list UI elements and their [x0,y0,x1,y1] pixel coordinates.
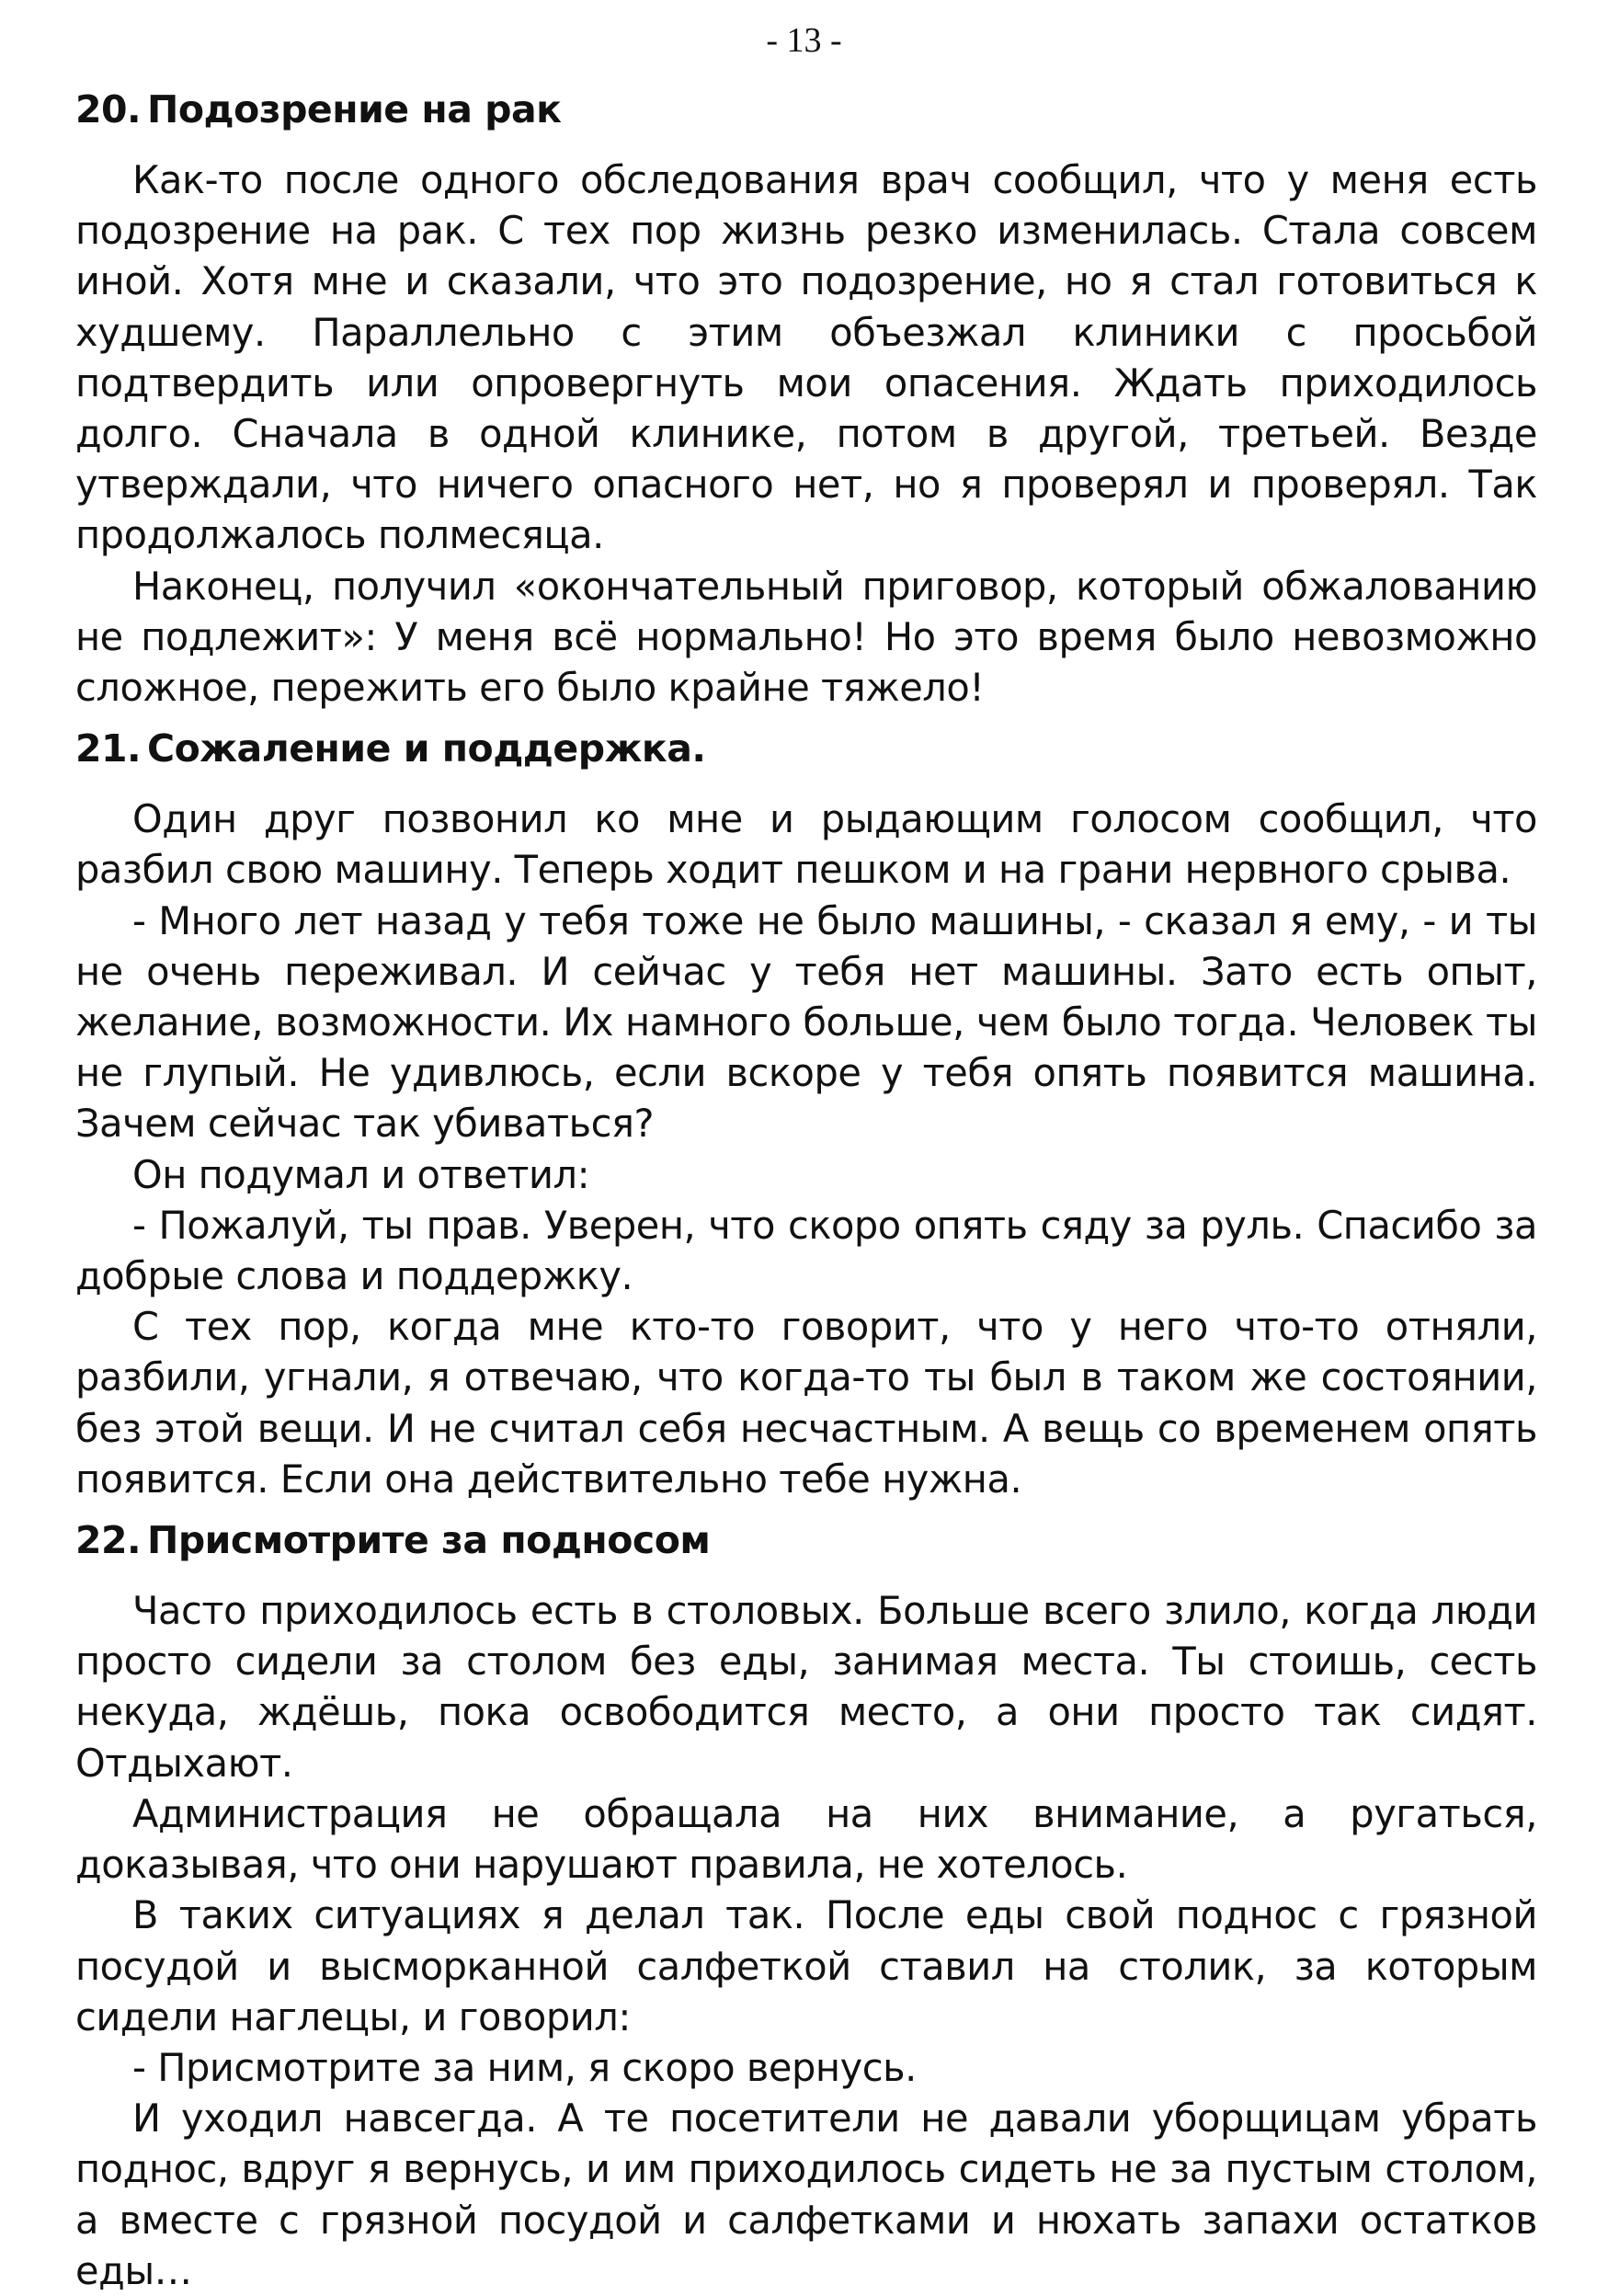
section-21 [75,724,1537,1504]
paragraph: - Пожалуй, ты прав. Уверен, что скоро опять сяду за руль. Спасибо за добрые слова и поддержку. [75,1202,1537,1299]
section-heading [75,724,1537,773]
paragraph: Как-то после одного обследования врач сообщил, что у меня есть подозрение на рак. С тех пор жизнь резко изменилась. Стала совсем иной. Хотя мне и сказали, что это подозрение, но я стал готовиться к худшему. Параллельно с этим объезжал клиники с просьбой подтвердить или опровергнуть мои опасения. Ждать приходилось долго. Сначала в одной клинике, потом в другой, третьей. Везде утверждали, что ничего опасного нет, но я проверял и проверял. Так продолжалось полмесяца. [75,157,1537,558]
section-number: 21. [75,726,142,771]
paragraph: Он подумал и ответил: [132,1151,590,1197]
paragraph: И уходил навсегда. А те посетители не давали уборщицам убрать поднос, вдруг я вернусь, и им приходилось сидеть не за пустым столом, а вместе с грязной посудой и салфетками и нюхать запахи остатков еды… [75,2096,1537,2293]
section-spacer [75,713,1537,724]
section-number: 20. [75,87,142,131]
paragraph: - Много лет назад у тебя тоже не было машины, - сказал я ему, - и ты не очень переживал. И сейчас у тебя нет машины. Зато есть опыт, желание, возможности. Их намного больше, чем было тогда. Человек ты не глупый. Не удивлюсь, если вскоре у тебя опять появится машина. Зачем сейчас так убиваться? [75,897,1537,1147]
page-content [75,85,1537,2296]
paragraph: Часто приходилось есть в столовых. Больше всего злило, когда люди просто сидели за столом без еды, занимая места. Ты стоишь, сесть некуда, ждёшь, пока освободится место, а они просто так сидят. Отдыхают. [75,1588,1537,1786]
section-title: Подозрение на рак [147,87,562,131]
section-heading [75,85,1537,134]
paragraph: Один друг позвонил ко мне и рыдающим голосом сообщил, что разбил свою машину. Теперь ходит пешком и на грани нервного срыва. [75,796,1537,893]
section-heading [75,1515,1537,1565]
section-20 [75,85,1537,713]
paragraph: - Присмотрите за ним, я скоро вернусь. [132,2044,917,2090]
section-22 [75,1515,1537,2296]
paragraph: С тех пор, когда мне кто-то говорит, что у него что-то отняли, разбили, угнали, я отвечаю, что когда-то ты был в таком же состоянии, без этой вещи. И не считал себя несчастным. А вещь со временем опять появится. Если она действительно тебе нужна. [75,1304,1537,1502]
section-number: 22. [75,1518,142,1563]
section-title: Присмотрите за подносом [147,1518,711,1563]
paragraph: Администрация не обращала на них внимание, а ругаться, доказывая, что они нарушают правила, не хотелось. [75,1790,1537,1888]
section-spacer [75,1504,1537,1515]
page-number: - 13 - [766,21,842,60]
paragraph: Наконец, получил «окончательный приговор, который обжалованию не подлежит»: У меня всё нормально! Но это время было невозможно сложное, пережить его было крайне тяжело! [75,563,1537,711]
section-title: Сожаление и поддержка. [147,726,706,771]
paragraph: В таких ситуациях я делал так. После еды свой поднос с грязной посудой и высморканной салфеткой ставил на столик, за которым сидели наглецы, и говорил: [75,1892,1537,2039]
